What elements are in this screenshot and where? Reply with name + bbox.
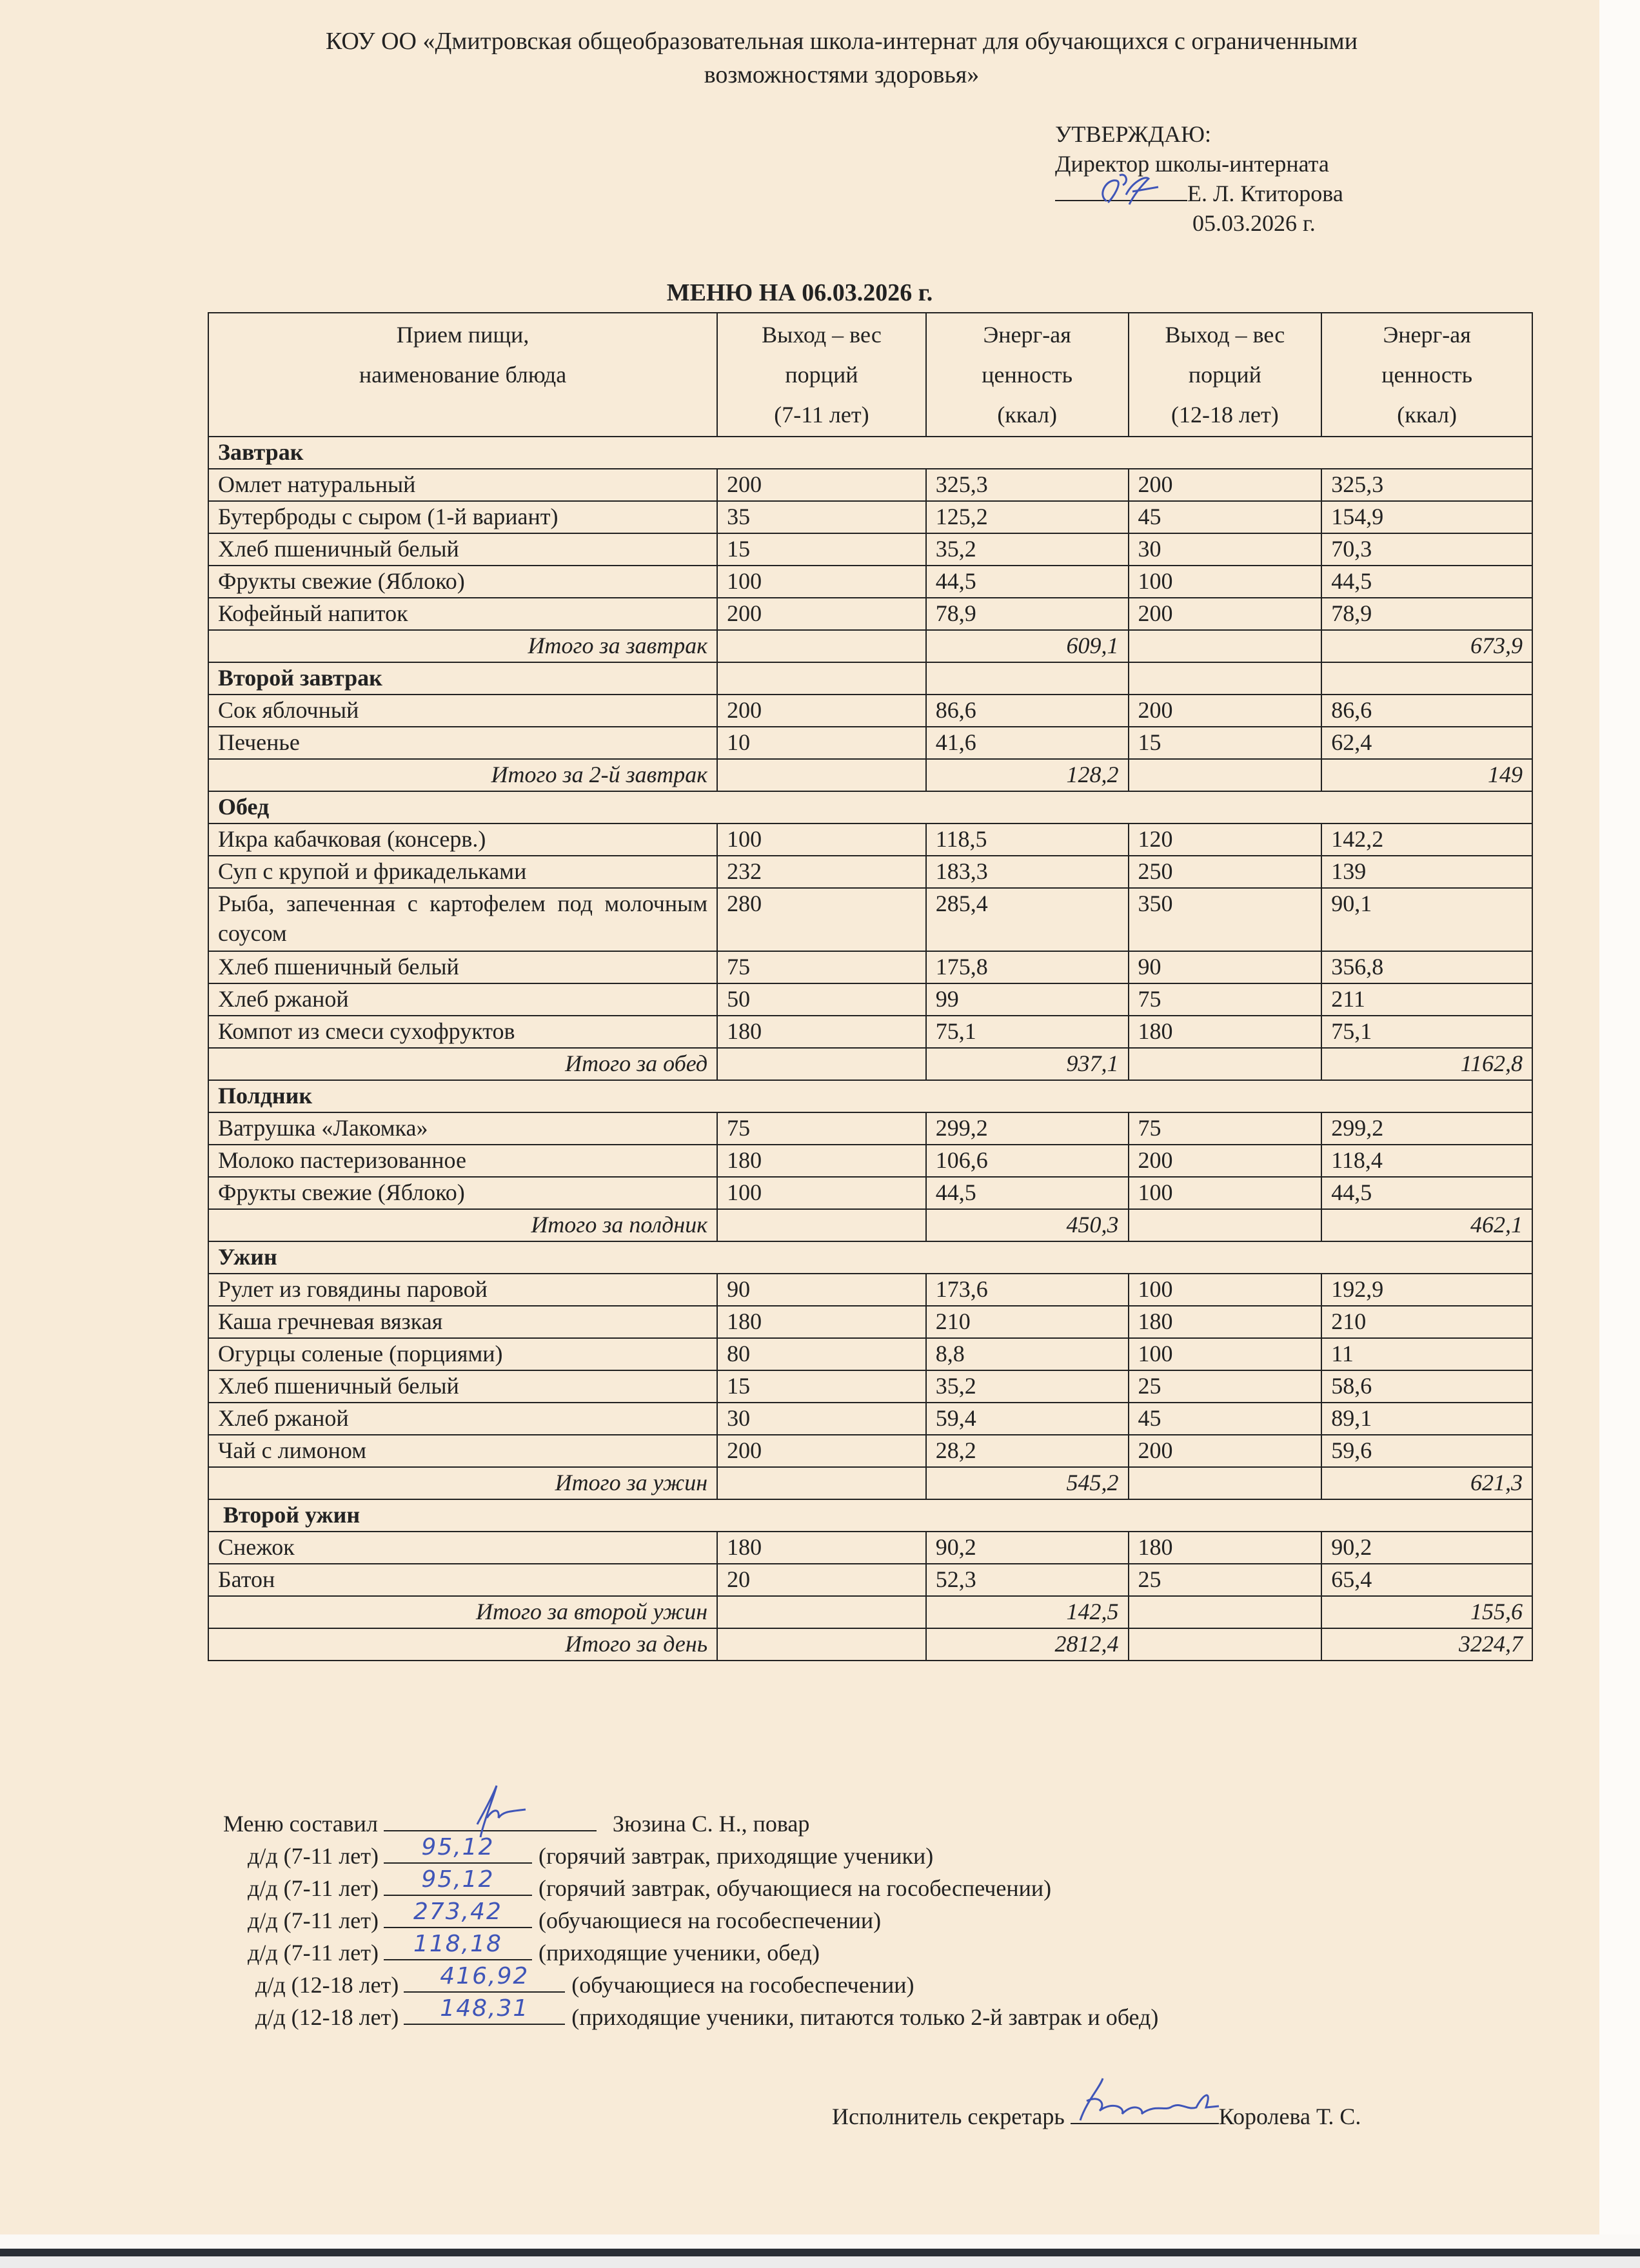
section-total-row xyxy=(208,630,1532,662)
dish-name xyxy=(208,695,717,727)
total-energy-12-18: 149 xyxy=(1321,759,1532,791)
total-label: Итого за завтрак xyxy=(208,630,717,662)
dish-name xyxy=(208,1338,717,1370)
section-total-row xyxy=(208,1596,1532,1628)
org-header-line2: возможностями здоровья» xyxy=(704,61,980,88)
energy-12-18: 299,2 xyxy=(1321,1112,1532,1145)
weight-12-18: 25 xyxy=(1129,1370,1322,1403)
weight-12-18: 250 xyxy=(1129,856,1322,888)
table-row xyxy=(208,1532,1532,1564)
cost-note: (горячий завтрак, обучающиеся на гособеспечении) xyxy=(538,1875,1052,1901)
dish-name xyxy=(208,1274,717,1306)
dish-name xyxy=(208,856,717,888)
energy-7-11: 35,2 xyxy=(926,1370,1129,1403)
total-energy-7-11: 128,2 xyxy=(926,759,1129,791)
empty-cell xyxy=(926,662,1129,695)
energy-7-11: 299,2 xyxy=(926,1112,1129,1145)
dish-name xyxy=(208,1564,717,1596)
energy-7-11: 99 xyxy=(926,983,1129,1016)
organization-header xyxy=(193,25,1490,92)
dish-name-text: Фрукты свежие (Яблоко) xyxy=(218,568,465,594)
energy-7-11: 125,2 xyxy=(926,501,1129,533)
empty-cell xyxy=(1129,1628,1322,1661)
total-energy-12-18: 1162,8 xyxy=(1321,1048,1532,1080)
cost-value: 95,12 xyxy=(421,1866,495,1893)
weight-12-18: 350 xyxy=(1129,888,1322,951)
weight-7-11: 180 xyxy=(717,1016,926,1048)
dish-name-text: Снежок xyxy=(218,1534,295,1560)
energy-12-18: 154,9 xyxy=(1321,501,1532,533)
cost-value-field xyxy=(404,1995,565,2025)
table-row xyxy=(208,1370,1532,1403)
dish-name-text: Рулет из говядины паровой xyxy=(218,1276,488,1302)
energy-7-11: 41,6 xyxy=(926,727,1129,759)
dish-name-text: Хлеб пшеничный белый xyxy=(218,536,459,562)
energy-12-18: 11 xyxy=(1321,1338,1532,1370)
energy-12-18: 118,4 xyxy=(1321,1145,1532,1177)
cost-value: 118,18 xyxy=(413,1931,502,1957)
table-row xyxy=(208,1016,1532,1048)
section-row xyxy=(208,437,1532,469)
dish-name-text: Хлеб пшеничный белый xyxy=(218,954,459,980)
energy-7-11: 75,1 xyxy=(926,1016,1129,1048)
cost-note: (приходящие ученики, питаются только 2-й завтрак и обед) xyxy=(571,2004,1159,2030)
section-row xyxy=(208,791,1532,823)
dish-name xyxy=(208,469,717,501)
dish-name-text: Молоко пастеризованное xyxy=(218,1147,466,1173)
table-row xyxy=(208,1177,1532,1209)
energy-7-11: 90,2 xyxy=(926,1532,1129,1564)
energy-7-11: 118,5 xyxy=(926,823,1129,856)
empty-cell xyxy=(1129,1467,1322,1499)
section-title: Полдник xyxy=(208,1080,1532,1112)
weight-12-18: 100 xyxy=(1129,566,1322,598)
weight-12-18: 180 xyxy=(1129,1016,1322,1048)
weight-7-11: 180 xyxy=(717,1145,926,1177)
age-group-label: д/д (7-11 лет) xyxy=(248,1843,379,1869)
dish-name xyxy=(208,951,717,983)
executor-label: Исполнитель секретарь xyxy=(832,2104,1065,2129)
weight-7-11: 180 xyxy=(717,1306,926,1338)
energy-7-11: 210 xyxy=(926,1306,1129,1338)
table-row xyxy=(208,1435,1532,1467)
energy-7-11: 173,6 xyxy=(926,1274,1129,1306)
weight-12-18: 25 xyxy=(1129,1564,1322,1596)
section-total-row xyxy=(208,759,1532,791)
energy-7-11: 35,2 xyxy=(926,533,1129,566)
section-total-row xyxy=(208,1467,1532,1499)
energy-7-11: 78,9 xyxy=(926,598,1129,630)
section-title: Второй завтрак xyxy=(208,662,717,695)
daily-cost-list xyxy=(223,1834,1159,2033)
dish-name-text: Печенье xyxy=(218,729,300,755)
energy-12-18: 356,8 xyxy=(1321,951,1532,983)
empty-cell xyxy=(1129,759,1322,791)
empty-cell xyxy=(1129,630,1322,662)
dish-name xyxy=(208,1145,717,1177)
weight-7-11: 100 xyxy=(717,1177,926,1209)
weight-7-11: 15 xyxy=(717,533,926,566)
age-group-label: д/д (7-11 лет) xyxy=(248,1940,379,1966)
energy-7-11: 106,6 xyxy=(926,1145,1129,1177)
table-row xyxy=(208,856,1532,888)
weight-12-18: 30 xyxy=(1129,533,1322,566)
composed-by-row xyxy=(223,1808,1158,1840)
energy-7-11: 44,5 xyxy=(926,1177,1129,1209)
scan-edge xyxy=(0,2249,1640,2256)
header-energy-12-18: Энерг-ая ценность (ккал) xyxy=(1321,313,1532,437)
executor-signature-icon xyxy=(1074,2075,1222,2133)
table-row xyxy=(208,1564,1532,1596)
cost-note: (обучающиеся на гособеспечении) xyxy=(538,1908,882,1933)
energy-7-11: 325,3 xyxy=(926,469,1129,501)
total-energy-12-18: 155,6 xyxy=(1321,1596,1532,1628)
director-signature-line xyxy=(1055,181,1187,201)
cost-value-field xyxy=(404,1963,565,1993)
header-weight-7-11: Выход – вес порций (7-11 лет) xyxy=(717,313,926,437)
cost-value: 148,31 xyxy=(440,1995,529,2022)
total-energy-7-11: 545,2 xyxy=(926,1467,1129,1499)
energy-12-18: 192,9 xyxy=(1321,1274,1532,1306)
empty-cell xyxy=(1129,1209,1322,1241)
daily-cost-row xyxy=(223,1866,1158,1904)
energy-7-11: 8,8 xyxy=(926,1338,1129,1370)
dish-name xyxy=(208,1177,717,1209)
weight-7-11: 90 xyxy=(717,1274,926,1306)
weight-7-11: 30 xyxy=(717,1403,926,1435)
cost-value-field xyxy=(384,1866,532,1896)
dish-name xyxy=(208,1370,717,1403)
day-total-energy-12-18: 3224,7 xyxy=(1321,1628,1532,1661)
energy-7-11: 183,3 xyxy=(926,856,1129,888)
dish-name-text: Компот из смеси сухофруктов xyxy=(218,1018,515,1044)
header-weight-12-18: Выход – вес порций (12-18 лет) xyxy=(1129,313,1322,437)
day-total-energy-7-11: 2812,4 xyxy=(926,1628,1129,1661)
composed-by-label: Меню составил xyxy=(223,1811,378,1837)
weight-7-11: 20 xyxy=(717,1564,926,1596)
dish-name-text: Рыба, запеченная с картофелем под молочным соусом xyxy=(218,891,708,946)
table-row xyxy=(208,1145,1532,1177)
executor-row xyxy=(832,2101,1361,2130)
dish-name-text: Бутерброды с сыром (1-й вариант) xyxy=(218,504,558,529)
weight-7-11: 15 xyxy=(717,1370,926,1403)
daily-cost-row xyxy=(223,1995,1159,2033)
total-energy-7-11: 142,5 xyxy=(926,1596,1129,1628)
table-row xyxy=(208,727,1532,759)
dish-name xyxy=(208,1306,717,1338)
dish-name-text: Ватрушка «Лакомка» xyxy=(218,1115,428,1141)
energy-12-18: 44,5 xyxy=(1321,1177,1532,1209)
weight-7-11: 75 xyxy=(717,951,926,983)
weight-12-18: 200 xyxy=(1129,598,1322,630)
cost-value: 273,42 xyxy=(413,1898,502,1925)
total-energy-12-18: 621,3 xyxy=(1321,1467,1532,1499)
energy-7-11: 285,4 xyxy=(926,888,1129,951)
approval-title: УТВЕРЖДАЮ: xyxy=(1055,121,1212,147)
section-title: Ужин xyxy=(208,1241,1532,1274)
section-title: Завтрак xyxy=(208,437,1532,469)
daily-cost-row xyxy=(223,1963,1158,2001)
table-row xyxy=(208,951,1532,983)
dish-name xyxy=(208,1435,717,1467)
weight-12-18: 45 xyxy=(1129,501,1322,533)
weight-7-11: 200 xyxy=(717,469,926,501)
weight-12-18: 75 xyxy=(1129,1112,1322,1145)
weight-7-11: 35 xyxy=(717,501,926,533)
table-row xyxy=(208,1274,1532,1306)
weight-12-18: 75 xyxy=(1129,983,1322,1016)
dish-name xyxy=(208,501,717,533)
header-dish-name: Прием пищи, наименование блюда xyxy=(208,313,717,437)
empty-cell xyxy=(1129,662,1322,695)
dish-name-text: Сок яблочный xyxy=(218,697,359,723)
dish-name-text: Суп с крупой и фрикадельками xyxy=(218,858,527,884)
dish-name xyxy=(208,1532,717,1564)
weight-12-18: 120 xyxy=(1129,823,1322,856)
approval-signature-row xyxy=(1055,179,1343,208)
menu-title: МЕНЮ НА 06.03.2026 г. xyxy=(666,279,933,306)
table-row xyxy=(208,983,1532,1016)
weight-7-11: 75 xyxy=(717,1112,926,1145)
cost-value: 95,12 xyxy=(421,1834,495,1860)
director-name: Е. Л. Ктиторова xyxy=(1187,181,1343,206)
weight-7-11: 232 xyxy=(717,856,926,888)
weight-12-18: 200 xyxy=(1129,1435,1322,1467)
dish-name xyxy=(208,1016,717,1048)
approval-position: Директор школы-интерната xyxy=(1055,151,1329,177)
energy-12-18: 86,6 xyxy=(1321,695,1532,727)
scan-edge-bottom xyxy=(0,2256,1640,2268)
energy-12-18: 44,5 xyxy=(1321,566,1532,598)
table-row xyxy=(208,695,1532,727)
section-row xyxy=(208,1499,1532,1532)
table-row xyxy=(208,1338,1532,1370)
dish-name-text: Каша гречневая вязкая xyxy=(218,1308,443,1334)
energy-12-18: 78,9 xyxy=(1321,598,1532,630)
total-energy-7-11: 609,1 xyxy=(926,630,1129,662)
cost-value-field xyxy=(384,1898,532,1928)
composed-by-name: Зюзина С. Н., повар xyxy=(612,1811,810,1837)
weight-7-11: 50 xyxy=(717,983,926,1016)
dish-name-text: Фрукты свежие (Яблоко) xyxy=(218,1179,465,1205)
org-header-line1: КОУ ОО «Дмитровская общеобразовательная школа-интернат для обучающихся с ограниченными xyxy=(325,28,1358,55)
age-group-label: д/д (12-18 лет) xyxy=(255,2004,399,2030)
energy-12-18: 90,1 xyxy=(1321,888,1532,951)
table-row xyxy=(208,1112,1532,1145)
scan-margin xyxy=(1599,0,1640,2234)
dish-name-text: Чай с лимоном xyxy=(218,1437,366,1463)
total-label: Итого за 2-й завтрак xyxy=(208,759,717,791)
section-row xyxy=(208,1080,1532,1112)
energy-7-11: 52,3 xyxy=(926,1564,1129,1596)
cook-signature-line xyxy=(384,1808,597,1831)
dish-name xyxy=(208,727,717,759)
weight-7-11: 200 xyxy=(717,598,926,630)
energy-12-18: 139 xyxy=(1321,856,1532,888)
executor-name: Королева Т. С. xyxy=(1218,2104,1361,2129)
empty-cell xyxy=(717,1467,926,1499)
section-title: Второй ужин xyxy=(208,1499,1532,1532)
dish-name xyxy=(208,823,717,856)
dish-name xyxy=(208,566,717,598)
energy-12-18: 90,2 xyxy=(1321,1532,1532,1564)
dish-name-text: Омлет натуральный xyxy=(218,471,416,497)
dish-name-text: Огурцы соленые (порциями) xyxy=(218,1341,503,1366)
dish-name xyxy=(208,888,717,951)
total-energy-7-11: 450,3 xyxy=(926,1209,1129,1241)
energy-12-18: 62,4 xyxy=(1321,727,1532,759)
dish-name xyxy=(208,1403,717,1435)
scan-margin-bottom xyxy=(0,2234,1640,2249)
empty-cell xyxy=(1321,662,1532,695)
table-row xyxy=(208,1306,1532,1338)
total-energy-12-18: 462,1 xyxy=(1321,1209,1532,1241)
cost-note: (горячий завтрак, приходящие ученики) xyxy=(538,1843,934,1869)
cost-value: 416,92 xyxy=(440,1963,529,1989)
empty-cell xyxy=(717,1209,926,1241)
empty-cell xyxy=(717,1628,926,1661)
energy-7-11: 28,2 xyxy=(926,1435,1129,1467)
approval-date: 05.03.2026 г. xyxy=(1192,210,1316,236)
weight-12-18: 100 xyxy=(1129,1338,1322,1370)
day-total-row xyxy=(208,1628,1532,1661)
daily-cost-row xyxy=(223,1834,1158,1872)
energy-12-18: 59,6 xyxy=(1321,1435,1532,1467)
energy-12-18: 70,3 xyxy=(1321,533,1532,566)
section-row xyxy=(208,1241,1532,1274)
total-label: Итого за обед xyxy=(208,1048,717,1080)
dish-name-text: Хлеб ржаной xyxy=(218,986,349,1012)
menu-table-body xyxy=(208,437,1532,1661)
empty-cell xyxy=(1129,1048,1322,1080)
daily-cost-row xyxy=(223,1931,1158,1969)
table-row xyxy=(208,598,1532,630)
section-total-row xyxy=(208,1209,1532,1241)
table-row xyxy=(208,469,1532,501)
cost-note: (обучающиеся на гособеспечении) xyxy=(571,1972,914,1998)
total-energy-12-18: 673,9 xyxy=(1321,630,1532,662)
dish-name xyxy=(208,983,717,1016)
weight-12-18: 200 xyxy=(1129,469,1322,501)
weight-12-18: 200 xyxy=(1129,695,1322,727)
energy-12-18: 58,6 xyxy=(1321,1370,1532,1403)
table-row xyxy=(208,1403,1532,1435)
footer-block xyxy=(223,1808,1158,2033)
weight-12-18: 45 xyxy=(1129,1403,1322,1435)
section-total-row xyxy=(208,1048,1532,1080)
day-total-label: Итого за день xyxy=(208,1628,717,1661)
weight-7-11: 100 xyxy=(717,566,926,598)
total-energy-7-11: 937,1 xyxy=(926,1048,1129,1080)
approval-block xyxy=(1055,119,1343,238)
table-row xyxy=(208,533,1532,566)
weight-7-11: 80 xyxy=(717,1338,926,1370)
empty-cell xyxy=(717,662,926,695)
energy-12-18: 211 xyxy=(1321,983,1532,1016)
table-row xyxy=(208,566,1532,598)
header-energy-7-11: Энерг-ая ценность (ккал) xyxy=(926,313,1129,437)
empty-cell xyxy=(717,1596,926,1628)
total-label: Итого за полдник xyxy=(208,1209,717,1241)
dish-name xyxy=(208,1112,717,1145)
empty-cell xyxy=(717,630,926,662)
weight-12-18: 200 xyxy=(1129,1145,1322,1177)
energy-7-11: 175,8 xyxy=(926,951,1129,983)
age-group-label: д/д (7-11 лет) xyxy=(248,1875,379,1901)
energy-12-18: 325,3 xyxy=(1321,469,1532,501)
section-title: Обед xyxy=(208,791,1532,823)
cost-note: (приходящие ученики, обед) xyxy=(538,1940,820,1966)
energy-7-11: 59,4 xyxy=(926,1403,1129,1435)
weight-7-11: 180 xyxy=(717,1532,926,1564)
energy-12-18: 210 xyxy=(1321,1306,1532,1338)
energy-12-18: 65,4 xyxy=(1321,1564,1532,1596)
dish-name-text: Хлеб пшеничный белый xyxy=(218,1373,459,1399)
table-row xyxy=(208,823,1532,856)
table-row xyxy=(208,888,1532,951)
section-row xyxy=(208,662,1532,695)
menu-table xyxy=(208,312,1533,1661)
cost-value-field xyxy=(384,1834,532,1864)
weight-7-11: 10 xyxy=(717,727,926,759)
total-label: Итого за второй ужин xyxy=(208,1596,717,1628)
empty-cell xyxy=(1129,1596,1322,1628)
energy-7-11: 44,5 xyxy=(926,566,1129,598)
weight-12-18: 100 xyxy=(1129,1177,1322,1209)
energy-7-11: 86,6 xyxy=(926,695,1129,727)
dish-name-text: Икра кабачковая (консерв.) xyxy=(218,826,486,852)
weight-12-18: 180 xyxy=(1129,1306,1322,1338)
empty-cell xyxy=(717,1048,926,1080)
director-signature-icon xyxy=(1094,169,1171,208)
weight-7-11: 280 xyxy=(717,888,926,951)
weight-12-18: 90 xyxy=(1129,951,1322,983)
dish-name xyxy=(208,598,717,630)
weight-12-18: 15 xyxy=(1129,727,1322,759)
dish-name-text: Хлеб ржаной xyxy=(218,1405,349,1431)
age-group-label: д/д (7-11 лет) xyxy=(248,1908,379,1933)
dish-name-text: Кофейный напиток xyxy=(218,600,408,626)
dish-name-text: Батон xyxy=(218,1566,275,1592)
dish-name xyxy=(208,533,717,566)
weight-7-11: 200 xyxy=(717,695,926,727)
age-group-label: д/д (12-18 лет) xyxy=(255,1972,399,1998)
energy-12-18: 75,1 xyxy=(1321,1016,1532,1048)
weight-7-11: 200 xyxy=(717,1435,926,1467)
weight-7-11: 100 xyxy=(717,823,926,856)
executor-signature-line xyxy=(1071,2101,1219,2124)
table-row xyxy=(208,501,1532,533)
empty-cell xyxy=(717,759,926,791)
cost-value-field xyxy=(384,1931,532,1960)
table-header-row xyxy=(208,313,1532,437)
daily-cost-row xyxy=(223,1898,1158,1937)
weight-12-18: 180 xyxy=(1129,1532,1322,1564)
total-label: Итого за ужин xyxy=(208,1467,717,1499)
energy-12-18: 89,1 xyxy=(1321,1403,1532,1435)
energy-12-18: 142,2 xyxy=(1321,823,1532,856)
weight-12-18: 100 xyxy=(1129,1274,1322,1306)
